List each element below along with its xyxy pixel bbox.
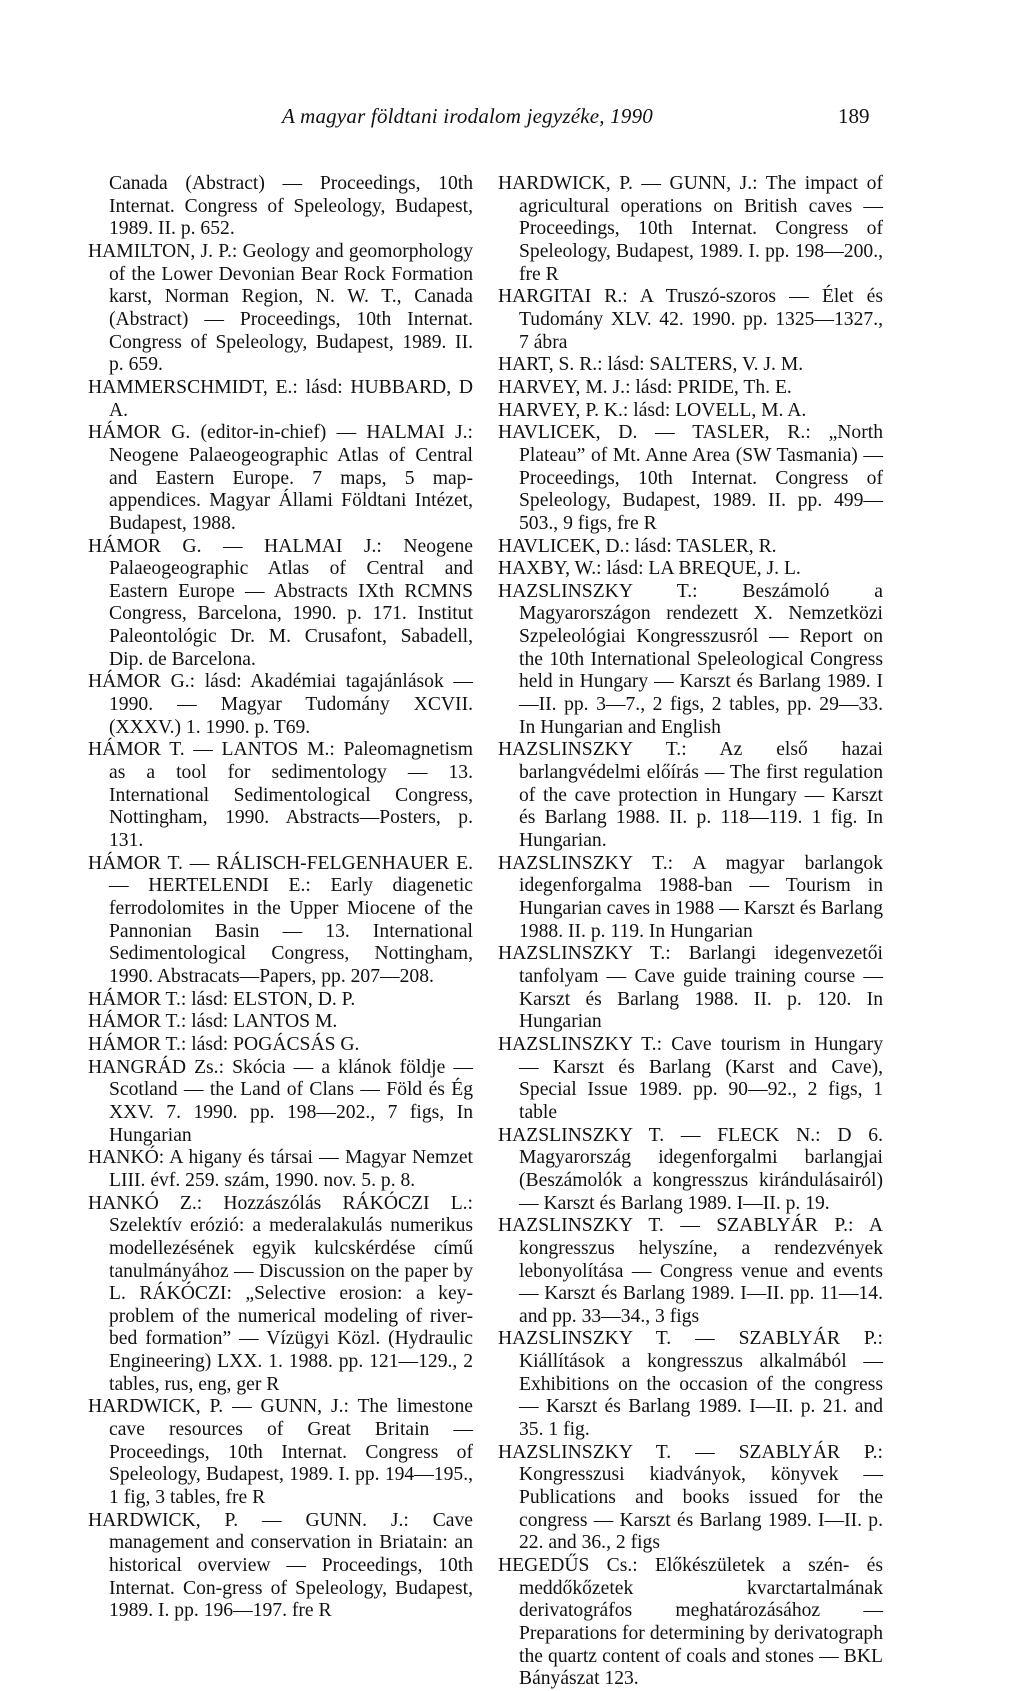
bibliography-entry: HAXBY, W.: lásd: LA BREQUE, J. L. (498, 558, 801, 580)
bibliography-entry: HAVLICEK, D. — TASLER, R.: „North Plateau” of Mt. Anne Area (SW Tasmania) — Proceedings, 10th Internat. Congress of Speleology, Budapest, 1989. II. pp. 499—503., 9 figs, fre R (498, 422, 883, 534)
bibliography-entry: HAMILTON, J. P.: Geology and geomorphology of the Lower Devonian Bear Rock Formation karst, Norman Region, N. W. T., Canada (Abstract) — Proceedings, 10th Internat. Congress of Speleology, Budapest, 1989. II. p. 659. (88, 240, 473, 376)
bibliography-entry: HÁMOR T.: lásd: LANTOS M. (88, 1011, 338, 1033)
bibliography-entry: Canada (Abstract) — Proceedings, 10th Internat. Congress of Speleology, Budapest, 1989. II. p. 652. (109, 173, 473, 240)
bibliography-entry: HAZSLINSZKY T.: Cave tourism in Hungary — Karszt és Barlang (Karst and Cave), Special Issue 1989. pp. 90—92., 2 figs, 1 table (498, 1033, 883, 1123)
bibliography-entry: HAZSLINSZKY T.: A magyar barlangok idegenforgalma 1988-ban — Tourism in Hungarian caves in 1988 — Karszt és Barlang 1988. II. p. 119. In Hungarian (498, 852, 884, 942)
bibliography-entry: HÁMOR T.: lásd: POGÁCSÁS G. (88, 1033, 360, 1055)
bibliography-entry: HÁMOR G.: lásd: Akadémiai tagajánlások — 1990. — Magyar Tudomány XCVII. (XXXV.) 1. 1990. p. T69. (88, 671, 473, 738)
bibliography-entry: HARDWICK, P. — GUNN. J.: Cave management and conservation in Briatain: an historical overview — Proceedings, 10th Internat. Con-gress of Speleology, Budapest, 1989. I. pp. 196—197. fre R (88, 1509, 473, 1622)
bibliography-entry: HAZSLINSZKY T.: Barlangi idegenvezetői tanfolyam — Cave guide training course — Karszt és Barlang 1988. II. p. 120. In Hungarian (498, 943, 883, 1033)
bibliography-entry: HAMMERSCHMIDT, E.: lásd: HUBBARD, D A. (88, 376, 473, 421)
bibliography-entry: HART, S. R.: lásd: SALTERS, V. J. M. (498, 354, 804, 376)
page-header (0, 104, 1024, 134)
bibliography-entry: HANKÓ: A higany és társai — Magyar Nemzet LIII. évf. 259. szám, 1990. nov. 5. p. 8. (88, 1147, 473, 1191)
bibliography-entry: HÁMOR T. — RÁLISCH-FELGENHAUER E. — HERTELENDI E.: Early diagenetic ferrodolomites in the Upper Miocene of the Pannonian Basin — 13. International Sedimentological Congress, Nottingham, 1990. Abstracats—Papers, pp. 207—208. (88, 852, 473, 987)
bibliography-entry: HÁMOR T. — LANTOS M.: Paleomagnetism as a tool for sedimentology — 13. International Sedimentological Congress, Nottingham, 1990. Abstracts—Posters, p. 131. (88, 739, 473, 852)
bibliography-entry: HAZSLINSZKY T. — SZABLYÁR P.: Kiállítások a kongresszus alkalmából — Exhibitions on the occasion of the congress — Karszt és Barlang 1989. I—II. p. 21. and 35. 1 fig. (498, 1328, 883, 1441)
bibliography-entry: HAZSLINSZKY T. — FLECK N.: D 6. Magyarország idegenforgalmi barlangjai (Beszámolók a kongresszus kirándulásairól) — Karszt és Barlang 1989. I—II. p. 19. (498, 1124, 883, 1214)
bibliography-entry: HARDWICK, P. — GUNN, J.: The impact of agricultural operations on British caves — Proceedings, 10th Internat. Congress of Speleology, Budapest, 1989. I. pp. 198—200., fre R (498, 173, 883, 285)
bibliography-entry: HÁMOR G. (editor-in-chief) — HALMAI J.: Neogene Palaeogeographic Atlas of Central and Eastern Europe. 7 maps, 5 map-appendices. Magyar Állami Földtani Intézet, Budapest, 1988. (88, 422, 473, 534)
bibliography-entry: HARVEY, M. J.: lásd: PRIDE, Th. E. (498, 376, 792, 398)
bibliography-entry: HARGITAI R.: A Truszó-szoros — Élet és Tudomány XLV. 42. 1990. pp. 1325—1327., 7 ábra (498, 286, 883, 353)
bibliography-entry: HARDWICK, P. — GUNN, J.: The limestone cave resources of Great Britain — Proceedings, 10th Internat. Congress of Speleology, Budapest, 1989. I. pp. 194—195., 1 fig, 3 tables, fre R (88, 1396, 473, 1509)
left-column (88, 173, 473, 1623)
bibliography-entry: HAZSLINSZKY T. — SZABLYÁR P.: Kongresszusi kiadványok, könyvek — Publications and books issued for the congress — Karszt és Barlang 1989. I—II. p. 22. and 36., 2 figs (498, 1441, 883, 1554)
right-column (498, 173, 883, 1691)
bibliography-entry: HÁMOR G. — HALMAI J.: Neogene Palaeogeographic Atlas of Central and Eastern Europe — Abstracts IXth RCMNS Congress, Barcelona, 1990. p. 171. Institut Paleontológic Dr. M. Crusafont, Sabadell, Dip. de Barcelona. (88, 535, 473, 670)
bibliography-entry: HANGRÁD Zs.: Skócia — a klánok földje — Scotland — the Land of Clans — Föld és Ég XXV. 7. 1990. pp. 198—202., 7 figs, In Hungarian (88, 1056, 473, 1146)
page-number: 189 (838, 104, 870, 128)
bibliography-entry: HÁMOR T.: lásd: ELSTON, D. P. (88, 988, 356, 1010)
bibliography-entry: HAZSLINSZKY T.: Az első hazai barlangvédelmi előírás — The first regulation of the cave protection in Hungary — Karszt és Barlang 1988. II. p. 118—119. 1 fig. In Hungarian. (498, 739, 883, 852)
bibliography-entry: HARVEY, P. K.: lásd: LOVELL, M. A. (498, 399, 807, 421)
bibliography-entry: HAZSLINSZKY T. — SZABLYÁR P.: A kongresszus helyszíne, a rendezvények lebonyolítása — Congress venue and events — Karszt és Barlang 1989. I—II. pp. 11—14. and pp. 33—34., 3 figs (498, 1215, 883, 1327)
bibliography-entry: HAVLICEK, D.: lásd: TASLER, R. (498, 535, 777, 557)
bibliography-entry: HAZSLINSZKY T.: Beszámoló a Magyarországon rendezett X. Nemzetközi Szpeleológiai Kongresszusról — Report on the 10th International Speleological Congress held in Hungary — Karszt és Barlang 1989. I—II. pp. 3—7., 2 figs, 2 tables, pp. 29—33. In Hungarian and English (498, 580, 883, 738)
running-title: A magyar földtani irodalom jegyzéke, 1990 (282, 104, 653, 128)
bibliography-entry: HANKÓ Z.: Hozzászólás RÁKÓCZI L.: Szelektív erózió: a mederalakulás numerikus modellezésének egyik kulcskérdése című tanulmányához — Discussion on the paper by L. RÁKÓCZI: „Selective erosion: a key-problem of the numerical modeling of river-bed formation” — Vízügyi Közl. (Hydraulic Engineering) LXX. 1. 1988. pp. 121—129., 2 tables, rus, eng, ger R (88, 1192, 473, 1395)
bibliography-entry: HEGEDŰS Cs.: Előkészületek a szén- és meddőkőzetek kvarctartalmának derivatográfos meghatározásához — Preparations for determining by derivatograph the quartz content of coals and stones — BKL Bányászat 123. (498, 1555, 883, 1690)
